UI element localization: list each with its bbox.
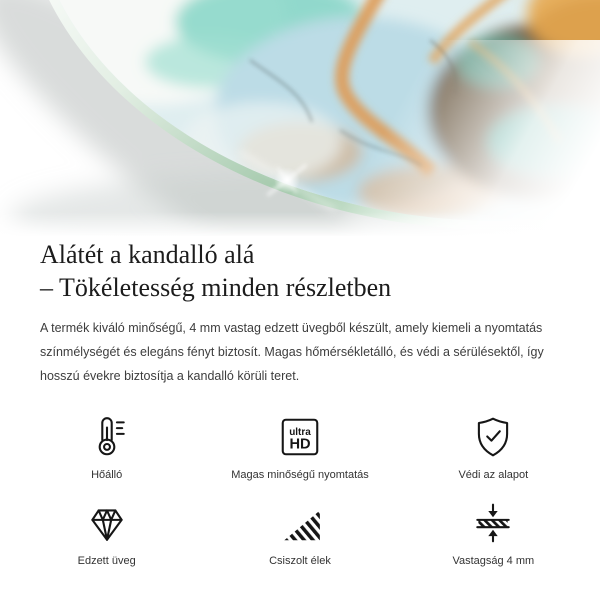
product-image xyxy=(0,0,600,236)
shield-check-icon xyxy=(470,414,516,460)
feature-item xyxy=(397,414,590,482)
page-title xyxy=(40,238,560,304)
feature-item xyxy=(203,500,396,568)
feature-label: Vastagság 4 mm xyxy=(452,555,535,567)
feature-label: Magas minőségű nyomtatás xyxy=(231,469,369,481)
feature-item xyxy=(10,414,203,482)
feature-label: Védi az alapot xyxy=(458,469,529,481)
feature-label: Csiszolt élek xyxy=(269,555,331,567)
feature-label: Edzett üveg xyxy=(77,555,136,567)
polished-edges-icon xyxy=(277,500,323,546)
thickness-icon xyxy=(470,500,516,546)
ultra-hd-icon xyxy=(277,414,323,460)
feature-item xyxy=(397,500,590,568)
product-description: A termék kiváló minőségű, 4 mm vastag edzett üvegből készült, amely kiemeli a nyomtatás színmélységét és elegáns fényt biztosít. Magas hőmérsékletálló, és védi a sérülésektől, így hosszú évekre biztosítja a kandalló körüli teret. xyxy=(40,321,544,383)
diamond-icon xyxy=(84,500,130,546)
feature-grid xyxy=(10,414,590,568)
feature-item xyxy=(10,500,203,568)
feature-label: Hőálló xyxy=(91,469,123,481)
svg-text:HD: HD xyxy=(289,436,311,453)
page-title-line2: – Tökéletesség minden részletben xyxy=(40,273,392,302)
svg-text:ultra: ultra xyxy=(289,426,311,438)
page-title-line1: Alátét a kandalló alá xyxy=(40,240,255,269)
thermometer-icon xyxy=(84,414,130,460)
feature-item xyxy=(203,414,396,482)
